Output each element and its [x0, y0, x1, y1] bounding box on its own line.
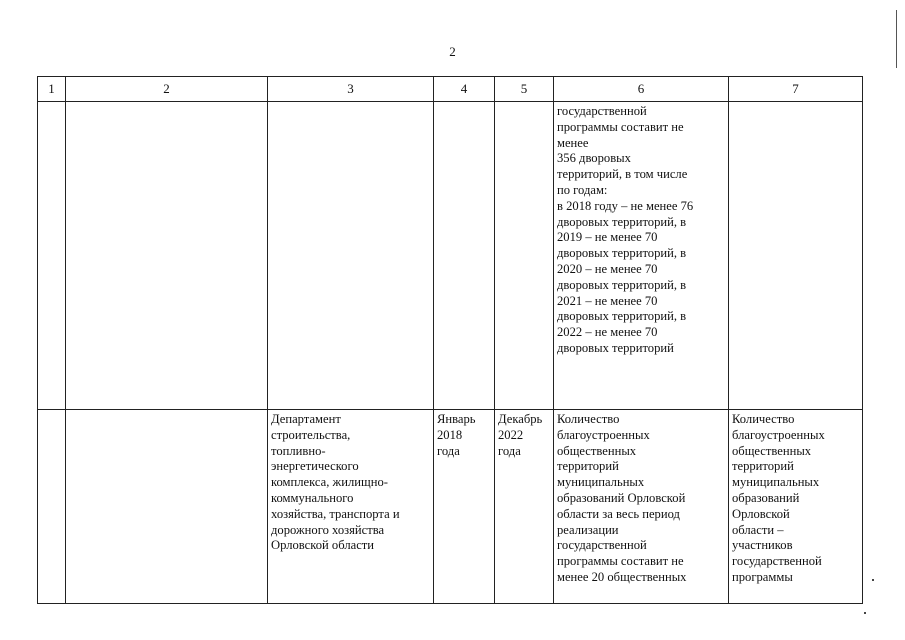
table-row	[38, 102, 863, 410]
column-number-5: 5	[495, 77, 554, 102]
table-row	[38, 410, 863, 604]
table-cell	[66, 410, 268, 604]
table-cell	[268, 102, 434, 410]
scan-speck	[864, 612, 866, 614]
result-text-cell: Количество благоустроенных общественных территорий муниципальных образований Орловской области за весь период реализации государственной программы составит не менее 20 общественных	[554, 410, 729, 604]
column-number-2: 2	[66, 77, 268, 102]
column-number-3: 3	[268, 77, 434, 102]
table-cell	[434, 102, 495, 410]
page-number: 2	[449, 44, 456, 59]
start-date-cell: Январь 2018 года	[434, 410, 495, 604]
table-cell	[38, 410, 66, 604]
program-table	[37, 76, 863, 604]
table-cell	[729, 102, 863, 410]
column-number-6: 6	[554, 77, 729, 102]
scan-speck	[872, 579, 874, 581]
result-text-cell: государственной программы составит не менее 356 дворовых территорий, в том числе по годам: в 2018 году – не менее 76 дворовых территорий, в 2019 – не менее 70 дворовых территорий, в 2020 – не менее 70 дворовых территорий, в 2021 – не менее 70 дворовых территорий, в 2022 – не менее 70 дворовых территорий	[554, 102, 729, 410]
end-date-cell: Декабрь 2022 года	[495, 410, 554, 604]
column-number-1: 1	[38, 77, 66, 102]
table-cell	[66, 102, 268, 410]
table-cell	[38, 102, 66, 410]
scan-edge-mark	[896, 10, 897, 68]
responsible-executor-cell: Департамент строительства, топливно- энергетического комплекса, жилищно- коммунального хозяйства, транспорта и дорожного хозяйства Орловской области	[268, 410, 434, 604]
header-row	[38, 77, 863, 102]
column-number-4: 4	[434, 77, 495, 102]
indicator-text-cell: Количество благоустроенных общественных территорий муниципальных образований Орловской области – участников государственной программы	[729, 410, 863, 604]
table-cell	[495, 102, 554, 410]
column-number-7: 7	[729, 77, 863, 102]
